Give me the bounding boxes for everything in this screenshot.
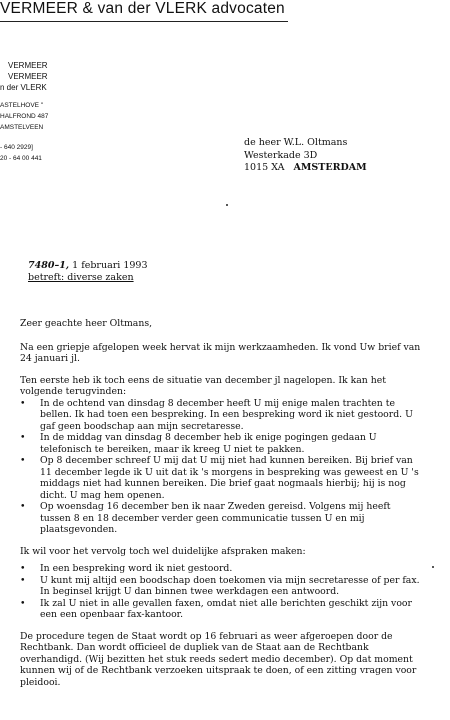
bullet-icon: • xyxy=(20,455,26,466)
paragraph-findings-intro: Ten eerste heb ik toch eens de situatie van december jl nagelopen. Ik kan het volgende terugvinden: xyxy=(20,374,386,397)
partner-name: VERMEER xyxy=(8,72,48,81)
list-item-text: Op woensdag 16 december ben ik naar Zweden gereisd. Volgens mij heeft tussen 8 en 18 december verder geen communicatie tussen U en mij plaatsgevonden. xyxy=(40,501,391,535)
addressee-postcode: 1015 XA xyxy=(244,162,285,173)
partner-name: n der VLERK xyxy=(0,83,47,92)
list-item xyxy=(20,432,424,455)
list-item xyxy=(20,398,424,433)
findings-list xyxy=(20,398,424,536)
list-item-text: In een bespreking word ik niet gestoord. xyxy=(40,563,233,574)
address-line: AMSTELVEEN xyxy=(0,124,44,131)
bullet-icon: • xyxy=(20,397,26,409)
bullet-icon: • xyxy=(20,501,26,512)
list-item-text: Op 8 december schreef U mij dat U mij niet had kunnen bereiken. Bij brief van 11 december legde ik U uit dat ik 's morgens in bespreking was geweest en U 's middags niet had kunnen bereiken. Die brief gaat nogmaals hierbij; hij is nog dicht. U mag hem openen. xyxy=(40,455,419,501)
addressee-street: Westerkade 3D xyxy=(244,149,318,161)
paragraph-agreements-intro: Ik wil voor het vervolg toch wel duidelijke afspraken maken: xyxy=(20,545,306,557)
list-item xyxy=(20,501,424,536)
bullet-icon: • xyxy=(20,597,26,609)
reference-line xyxy=(28,260,148,272)
letter-date: 1 februari 1993 xyxy=(69,260,148,271)
list-item xyxy=(20,575,424,598)
list-item-text: In de middag van dinsdag 8 december heb ik enige pogingen gedaan U telefonisch te bereiken, maar ik kreeg U niet te pakken. xyxy=(40,432,377,455)
list-item-text: In de ochtend van dinsdag 8 december heeft U mij enige malen trachten te bellen. Ik had toen een bespreking. In een bespreking word ik niet gestoord. U gaf geen boodschap aan mijn secretaresse. xyxy=(40,397,413,432)
firm-name: VERMEER & van der VLERK advocaten xyxy=(0,0,285,17)
list-item-text: Ik zal U niet in alle gevallen faxen, omdat niet alle berichten geschikt zijn voor een een openbaar fax-kantoor. xyxy=(40,597,412,620)
firm-phones xyxy=(0,142,42,164)
bullet-icon: • xyxy=(20,574,26,586)
letter-body xyxy=(20,318,424,698)
list-item xyxy=(20,598,424,621)
partner-names xyxy=(0,60,48,93)
list-item xyxy=(20,563,424,575)
partner-name: VERMEER xyxy=(8,61,48,70)
phone-line: 20 - 64 00 441 xyxy=(0,155,42,162)
salutation: Zeer geachte heer Oltmans, xyxy=(20,318,153,329)
paragraph-intro: Na een griepje afgelopen week hervat ik mijn werkzaamheden. Ik vond Uw brief van 24 januari jl. xyxy=(20,341,421,364)
reference-block xyxy=(28,260,148,284)
addressee-city-line xyxy=(244,162,367,175)
list-item xyxy=(20,455,424,501)
addressee-city: AMSTERDAM xyxy=(293,162,367,173)
paragraph-procedure: De procedure tegen de Staat wordt op 16 februari as weer afgeroepen door de Rechtbank. Dan wordt officieel de dupliek van de Staat aan de Rechtbank overhandigd. (Wij bezitten het stuk reeds sedert medio december). Op dat moment kunnen wij of de Rechtbank verzoeken uitspraak te doen, of een zitting vragen voor pleidooi. xyxy=(20,630,417,688)
addressee-block xyxy=(244,137,367,175)
letter-subject: betreft: diverse zaken xyxy=(28,272,134,283)
bullet-icon: • xyxy=(20,432,26,443)
addressee-name: de heer W.L. Oltmans xyxy=(244,137,348,148)
scan-speck xyxy=(432,566,434,568)
reference-number: 7480–1, xyxy=(28,260,70,271)
address-line: HALFROND 487 xyxy=(0,113,49,120)
firm-address xyxy=(0,100,48,133)
list-item-text: U kunt mij altijd een boodschap doen toekomen via mijn secretaresse of per fax. In beginsel krijgt U dan binnen twee werkdagen een antwoord. xyxy=(40,574,420,597)
agreements-list xyxy=(20,563,424,621)
address-line: ASTELHOVE " xyxy=(0,102,44,109)
letterhead-rule xyxy=(0,21,288,22)
bullet-icon: • xyxy=(20,563,26,574)
scan-speck xyxy=(226,204,228,206)
phone-line: - 640 2929] xyxy=(0,144,33,151)
